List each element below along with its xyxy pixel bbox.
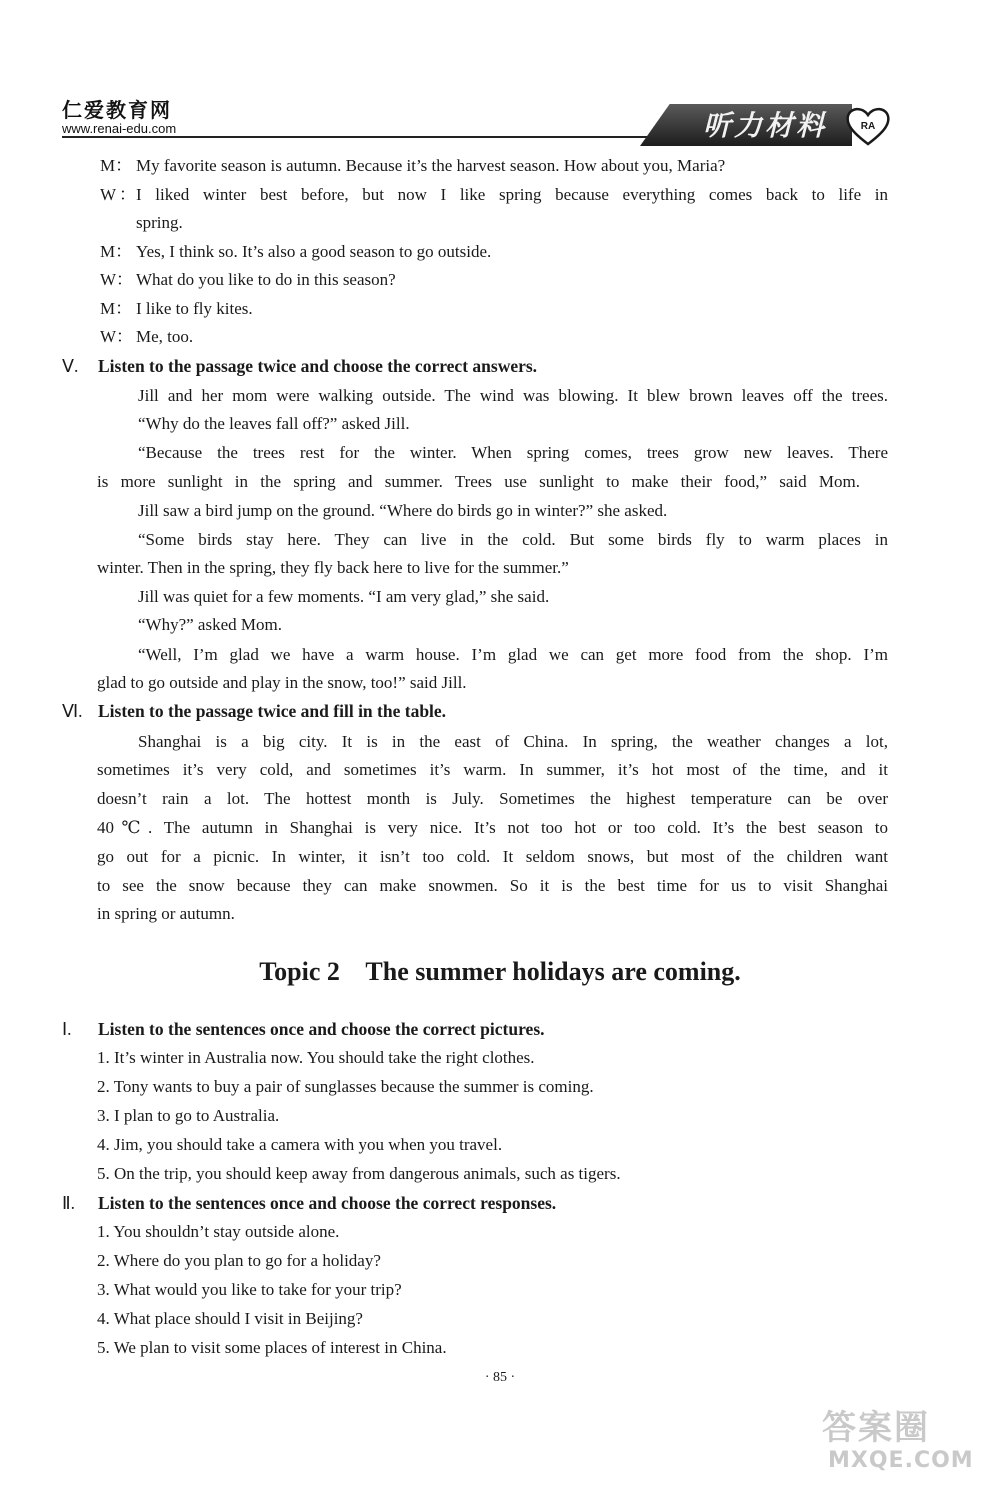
page-number: · 85 · bbox=[484, 1370, 516, 1385]
dialogue-text: Me, too. bbox=[136, 327, 194, 346]
header-rule bbox=[62, 136, 652, 138]
passage-line: “Some birds stay here. They can live in the cold. But some birds fly to warm places in bbox=[138, 530, 888, 549]
list-item: 4. What place should I visit in Beijing? bbox=[97, 1309, 363, 1328]
list-item: 2. Where do you plan to go for a holiday? bbox=[97, 1251, 381, 1270]
dialogue-text: I liked winter best before, but now I like spring because everything comes back to life in bbox=[136, 185, 888, 204]
passage-line: Jill saw a bird jump on the ground. “Where do birds go in winter?” she asked. bbox=[138, 501, 668, 520]
dialogue-text: What do you like to do in this season? bbox=[136, 270, 396, 289]
section-number: Ⅵ. bbox=[62, 701, 83, 721]
passage-line: doesn’t rain a lot. The hottest month is July. Sometimes the highest temperature can be over bbox=[97, 789, 888, 808]
dialogue-line bbox=[100, 183, 888, 207]
dialogue-text: I like to fly kites. bbox=[136, 299, 253, 318]
passage-line: winter. Then in the spring, they fly back here to live for the summer.” bbox=[97, 558, 569, 577]
dialogue-line bbox=[100, 240, 491, 264]
section-heading bbox=[62, 354, 537, 378]
section-title: Listen to the passage twice and choose the correct answers. bbox=[98, 356, 538, 376]
passage-line: Jill was quiet for a few moments. “I am very glad,” she said. bbox=[138, 587, 550, 606]
dialogue-line bbox=[100, 325, 193, 349]
section-heading bbox=[62, 1191, 556, 1215]
watermark bbox=[822, 1408, 992, 1478]
passage-line: sometimes it’s very cold, and sometimes it’s warm. In summer, it’s hot most of the time, and it bbox=[97, 760, 888, 779]
list-item: 4. Jim, you should take a camera with you when you travel. bbox=[97, 1135, 503, 1154]
list-item: 5. We plan to visit some places of interest in China. bbox=[97, 1338, 447, 1357]
watermark-domain: MXQE.COM bbox=[828, 1448, 974, 1473]
section-number: Ⅱ. bbox=[62, 1193, 75, 1213]
list-item: 1. It’s winter in Australia now. You should take the right clothes. bbox=[97, 1048, 535, 1067]
dialogue-line bbox=[136, 211, 183, 235]
list-item: 3. I plan to go to Australia. bbox=[97, 1106, 280, 1125]
dialogue-line bbox=[100, 154, 725, 178]
brand-url: www.renai-edu.com bbox=[62, 121, 177, 136]
passage-line: go out for a picnic. In winter, it isn’t too cold. It seldom snows, but most of the children want bbox=[97, 847, 888, 866]
brand-block bbox=[62, 99, 176, 137]
speaker-label: W： bbox=[100, 185, 136, 204]
dialogue-line bbox=[100, 268, 396, 292]
brand-name: 仁爱教育网 bbox=[62, 98, 172, 122]
section-heading bbox=[62, 1017, 545, 1041]
section-number: Ⅰ. bbox=[62, 1019, 72, 1039]
passage-line: to see the snow because they can make snowmen. So it is the best time for us to visit Shanghai bbox=[97, 876, 888, 895]
passage-line: Shanghai is a big city. It is in the east of China. In spring, the weather changes a lot, bbox=[138, 732, 888, 751]
passage-line: “Well, I’m glad we have a warm house. I’m glad we can get more food from the shop. I’m bbox=[138, 645, 888, 664]
dialogue-line bbox=[100, 297, 253, 321]
dialogue-text: Yes, I think so. It’s also a good season to go outside. bbox=[136, 242, 492, 261]
speaker-label: W： bbox=[100, 327, 134, 346]
list-item: 1. You shouldn’t stay outside alone. bbox=[97, 1222, 340, 1241]
passage-line: “Why?” asked Mom. bbox=[138, 615, 282, 634]
section-title: Listen to the passage twice and fill in the table. bbox=[98, 701, 447, 721]
speaker-label: M： bbox=[100, 156, 133, 175]
passage-line: in spring or autumn. bbox=[97, 904, 235, 923]
section-title: Listen to the sentences once and choose the correct responses. bbox=[98, 1193, 557, 1213]
section-title: Listen to the sentences once and choose the correct pictures. bbox=[98, 1019, 545, 1039]
dialogue-text: My favorite season is autumn. Because it’s the harvest season. How about you, Maria? bbox=[136, 156, 726, 175]
passage-line: is more sunlight in the spring and summer. Trees use sunlight to make their food,” said Mom. bbox=[97, 472, 860, 491]
logo-text: RA bbox=[860, 121, 876, 132]
list-item: 5. On the trip, you should keep away from dangerous animals, such as tigers. bbox=[97, 1164, 621, 1183]
watermark-logo-text: 答案圈 bbox=[822, 1408, 930, 1448]
list-item: 2. Tony wants to buy a pair of sunglasses because the summer is coming. bbox=[97, 1077, 594, 1096]
speaker-label: W： bbox=[100, 270, 134, 289]
section-heading bbox=[62, 699, 446, 723]
passage-line: glad to go outside and play in the snow, too!” said Jill. bbox=[97, 673, 467, 692]
passage-line: “Because the trees rest for the winter. When spring comes, trees grow new leaves. There bbox=[138, 443, 888, 462]
dialogue-text: spring. bbox=[136, 213, 183, 232]
list-item: 3. What would you like to take for your trip? bbox=[97, 1280, 402, 1299]
speaker-label: M： bbox=[100, 299, 133, 318]
page-header bbox=[0, 0, 1000, 150]
topic-title: Topic 2 The summer holidays are coming. bbox=[259, 957, 741, 986]
passage-line: 40℃. The autumn in Shanghai is very nice. It’s not too hot or too cold. It’s the best season to bbox=[97, 818, 888, 837]
heart-logo-icon bbox=[846, 106, 890, 146]
section-number: Ⅴ. bbox=[62, 356, 79, 376]
speaker-label: M： bbox=[100, 242, 133, 261]
passage-line: “Why do the leaves fall off?” asked Jill. bbox=[138, 414, 410, 433]
passage-line: Jill and her mom were walking outside. The wind was blowing. It blew brown leaves off the trees. bbox=[138, 386, 888, 405]
banner-title: 听力材料 bbox=[702, 109, 827, 142]
